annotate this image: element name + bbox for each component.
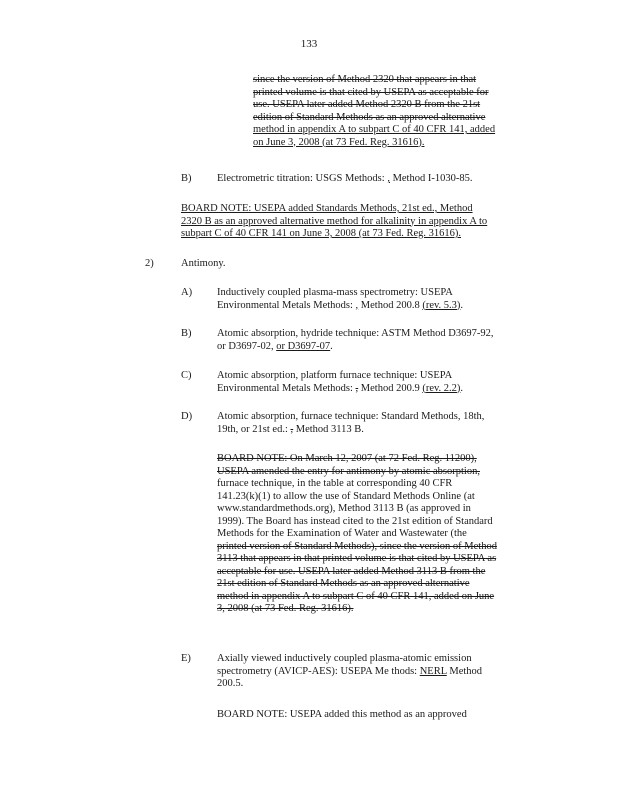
note-line: BOARD NOTE: USEPA added Standards Methods, 21st ed., Method	[181, 203, 473, 214]
note-line: printed version of Standard Methods), since the version of Method	[217, 540, 497, 552]
note-line: 1999). The Board has instead cited to the 21st edition of Standard	[217, 515, 493, 527]
note-line: method in appendix A to subpart C of 40 CFR 141, added	[253, 124, 496, 135]
antimony-item-e: Axially viewed inductively coupled plasma-atomic emission spectrometry (AVICP-AES): USEPA Me thods: NERL Method 200.5.	[217, 653, 483, 689]
note-line: 3, 2008 (at 73 Fed. Reg. 31616).	[217, 603, 354, 614]
antimony-item-d: Atomic absorption, furnace technique: Standard Methods, 18th, 19th, or 21st ed.: , Method 3113 B.	[217, 411, 485, 435]
note-line: furnace technique, in the table at corresponding 40 CFR	[217, 478, 453, 489]
alkalinity-note-continued	[253, 74, 495, 149]
board-note-axially-viewed: BOARD NOTE: USEPA added this method as an approved	[217, 709, 467, 720]
board-note-antimony	[217, 453, 497, 616]
page-number: 133	[300, 38, 318, 50]
note-line: subpart C of 40 CFR 141 on June 3, 2008 (at 73 Fed. Reg. 31616).	[181, 228, 461, 239]
note-line: since the version of Method 2320 that appears in that	[253, 74, 477, 85]
item-label: C)	[181, 370, 192, 381]
note-line: on June 3, 2008 (at 73 Fed. Reg. 31616).	[253, 136, 425, 148]
item-label: A)	[181, 287, 193, 298]
note-line: 2320 B as an approved alternative method for alkalinity in appendix A to	[181, 215, 488, 227]
note-line: Methods for the Examination of Water and Wastewater (the	[217, 528, 467, 539]
item-label: B)	[181, 173, 192, 184]
antimony-item-b: Atomic absorption, hydride technique: ASTM Method D3697-92, or D3697-02, or D3697-07.	[217, 328, 494, 352]
item-label: D)	[181, 411, 193, 422]
section-label: 2)	[145, 258, 154, 269]
antimony-item-c: Atomic absorption, platform furnace technique: USEPA Environmental Metals Methods: , Method 200.9 (rev. 2.2).	[217, 370, 464, 394]
note-line: edition of Standard Methods as an approved alternative	[253, 111, 486, 123]
note-line: method in appendix A to subpart C of 40 CFR 141, added on June	[217, 590, 495, 602]
note-line: USEPA amended the entry for antimony by atomic absorption,	[217, 465, 480, 477]
note-line: 21st edition of Standard Methods as an approved alternative	[217, 578, 470, 589]
note-line: 3113 that appears in that printed volume is that cited by USEPA as	[217, 553, 497, 564]
electrometric-titration-item: Electrometric titration: USGS Methods: , Method I-1030-85.	[217, 173, 473, 184]
item-label: E)	[181, 653, 191, 664]
note-line: use. USEPA later added Method 2320 B from the 21st	[253, 99, 481, 110]
note-line: 141.23(k)(1) to allow the use of Standard Methods Online (at	[217, 490, 475, 502]
board-note-alkalinity	[181, 203, 487, 241]
item-label: B)	[181, 328, 192, 339]
note-line: acceptable for use. USEPA later added Method 3113 B from the	[217, 565, 486, 577]
note-line: BOARD NOTE: On March 12, 2007 (at 72 Fed. Reg. 11200),	[217, 453, 477, 464]
antimony-item-a: Inductively coupled plasma-mass spectrometry: USEPA Environmental Metals Methods: , Method 200.8 (rev. 5.3).	[217, 287, 464, 311]
note-line: www.standardmethods.org), Method 3113 B (as approved in	[217, 503, 471, 514]
note-line: printed volume is that cited by USEPA as acceptable for	[253, 86, 489, 98]
section-title: Antimony.	[181, 258, 226, 269]
